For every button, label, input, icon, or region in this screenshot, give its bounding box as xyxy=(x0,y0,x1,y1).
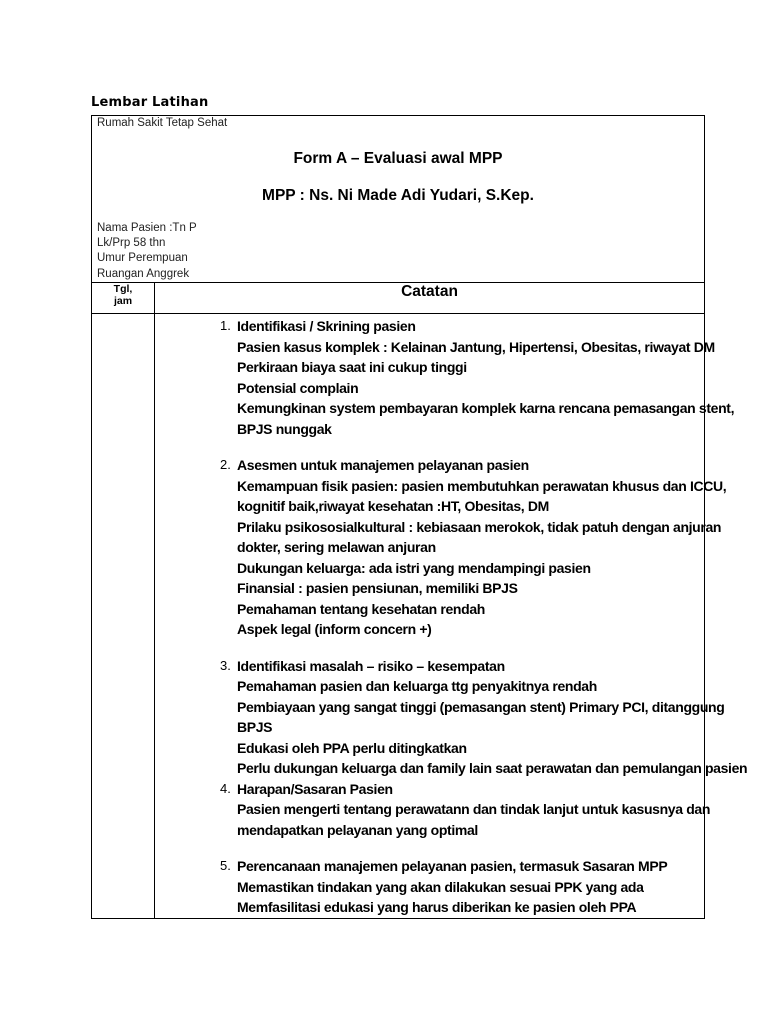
note-item-5 xyxy=(155,856,704,918)
note-line: BPJS nunggak xyxy=(237,420,332,437)
patient-name: Nama Pasien :Tn P xyxy=(97,222,197,234)
note-line: Identifikasi masalah – risiko – kesempatan xyxy=(237,657,505,674)
patient-room: Ruangan Anggrek xyxy=(97,267,190,280)
note-line: Pasien kasus komplek : Kelainan Jantung, Hipertensi, Obesitas, riwayat DM xyxy=(237,338,715,355)
note-line: Pemahaman pasien dan keluarga ttg penyakitnya rendah xyxy=(237,678,597,694)
item-spacer xyxy=(155,439,704,455)
note-line: Harapan/Sasaran Pasien xyxy=(237,780,393,797)
form-header-cell xyxy=(92,116,705,283)
date-column-label-1: Tgl, xyxy=(113,283,133,295)
note-number: 3. xyxy=(220,657,231,673)
patient-sex-age: Lk/Prp 58 thn xyxy=(97,237,166,250)
note-line: Perkiraan biaya saat ini cukup tinggi xyxy=(237,359,467,375)
note-line: mendapatkan pelayanan yang optimal xyxy=(237,821,478,838)
patient-info xyxy=(97,221,197,282)
note-line: Asesmen untuk manajemen pelayanan pasien xyxy=(237,457,529,473)
page-heading: Lembar Latihan xyxy=(91,95,209,110)
notes-column-header: Catatan xyxy=(155,283,705,314)
notes-cell[interactable] xyxy=(155,314,748,919)
item-spacer xyxy=(155,640,704,656)
note-line: BPJS xyxy=(237,719,273,735)
note-line: Potensial complain xyxy=(237,379,359,396)
note-line: Memastikan tindakan yang akan dilakukan sesuai PPK yang ada xyxy=(237,878,644,895)
note-line: Kemampuan fisik pasien: pasien membutuhkan perawatan khusus dan ICCU, xyxy=(237,477,727,494)
note-line: Identifikasi / Skrining pasien xyxy=(237,318,416,334)
note-line: Pembiayaan yang sangat tinggi (pemasangan stent) Primary PCI, ditanggung xyxy=(237,698,725,715)
note-item-2 xyxy=(155,455,727,640)
note-line: Dukungan keluarga: ada istri yang mendampingi pasien xyxy=(237,559,591,576)
mpp-name: MPP : Ns. Ni Made Adi Yudari, S.Kep. xyxy=(262,187,534,204)
note-line: Kemungkinan system pembayaran komplek karna rencana pemasangan stent, xyxy=(237,400,735,416)
date-column-header xyxy=(92,283,155,314)
note-line: kognitif baik,riwayat kesehatan :HT, Obesitas, DM xyxy=(237,498,549,514)
patient-age-gender: Umur Perempuan xyxy=(97,252,188,265)
note-item-1 xyxy=(155,316,735,439)
note-line: Edukasi oleh PPA perlu ditingkatkan xyxy=(237,739,467,756)
note-line: Perlu dukungan keluarga dan family lain saat perawatan dan pemulangan pasien xyxy=(237,760,748,776)
note-line: Pemahaman tentang kesehatan rendah xyxy=(237,600,485,617)
note-number: 2. xyxy=(220,457,231,472)
column-header-row xyxy=(92,283,705,314)
note-line: Pasien mengerti tentang perawatann dan tindak lanjut untuk kasusnya dan xyxy=(237,801,711,817)
notes-list xyxy=(155,314,748,918)
form-table xyxy=(91,115,748,919)
form-title: Form A – Evaluasi awal MPP xyxy=(293,150,503,167)
form-header-row xyxy=(92,116,705,283)
date-cell[interactable] xyxy=(92,314,155,919)
note-line: Perencanaan manajemen pelayanan pasien, termasuk Sasaran MPP xyxy=(237,858,668,874)
notes-row xyxy=(92,314,705,919)
note-number: 1. xyxy=(220,318,231,333)
item-spacer xyxy=(155,840,704,856)
date-column-label-2: jam xyxy=(113,295,133,307)
note-number: 5. xyxy=(220,858,231,873)
note-item-4 xyxy=(155,779,711,841)
note-line: Finansial : pasien pensiunan, memiliki BPJS xyxy=(237,580,518,596)
note-line: dokter, sering melawan anjuran xyxy=(237,539,436,555)
hospital-name: Rumah Sakit Tetap Sehat xyxy=(97,117,228,129)
note-line: Aspek legal (inform concern +) xyxy=(237,621,432,637)
note-item-3 xyxy=(155,656,748,779)
note-number: 4. xyxy=(220,780,231,796)
note-line: Prilaku psikososialkultural : kebiasaan merokok, tidak patuh dengan anjuran xyxy=(237,518,722,535)
note-line: Memfasilitasi edukasi yang harus diberikan ke pasien oleh PPA xyxy=(237,899,637,915)
